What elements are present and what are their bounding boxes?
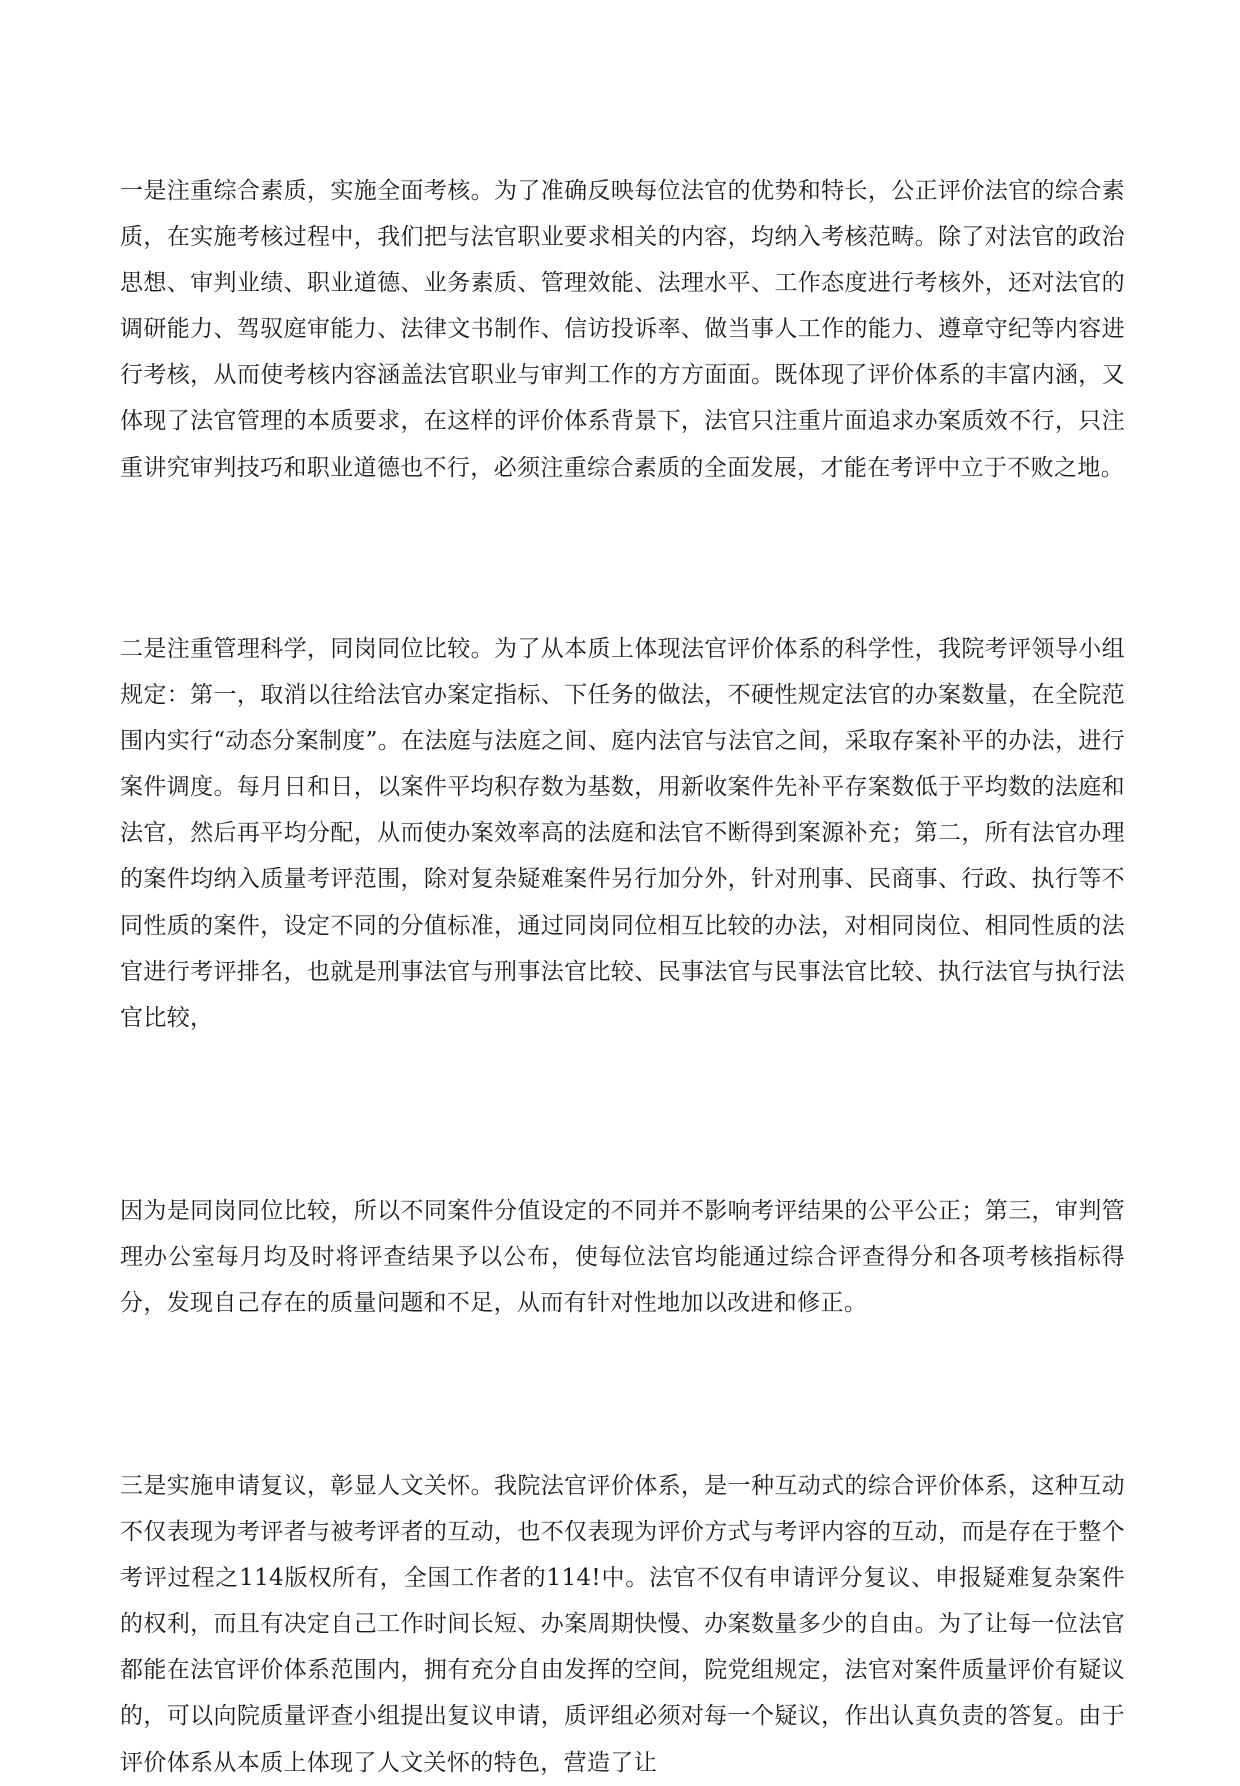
paragraph-scientific-management: 二是注重管理科学，同岗同位比较。为了从本质上体现法官评价体系的科学性，我院考评领导小组规定：第一，取消以往给法官办案定指标、下任务的做法，不硬性规定法官的办案数量，在全院范围内实行“动态分案制度”。在法庭与法庭之间、庭内法官与法官之间，采取存案补平的办法，进行案件调度。每月日和日，以案件平均积存数为基数，用新收案件先补平存案数低于平均数的法庭和法官，然后再平均分配，从而使办案效率高的法庭和法官不断得到案源补充；第二，所有法官办理的案件均纳入质量考评范围，除对复杂疑难案件另行加分外，针对刑事、民商事、行政、执行等不同性质的案件，设定不同的分值标准，通过同岗同位相互比较的办法，对相同岗位、相同性质的法官进行考评排名，也就是刑事法官与刑事法官比较、民事法官与民事法官比较、执行法官与执行法官比较，	[120, 636, 1125, 1031]
paragraph-fair-comparison: 因为是同岗同位比较，所以不同案件分值设定的不同并不影响考评结果的公平公正；第三，审判管理办公室每月均及时将评查结果予以公布，使每位法官均能通过综合评查得分和各项考核指标得分，发现自己存在的质量问题和不足，从而有针对性地加以改进和修正。	[120, 1198, 1125, 1317]
paragraph-review-application: 三是实施申请复议，彰显人文关怀。我院法官评价体系，是一种互动式的综合评价体系，这种互动不仅表现为考评者与被考评者的互动，也不仅表现为评价方式与考评内容的互动，而是存在于整个考评过程之114版权所有，全国工作者的114!中。法官不仅有申请评分复议、申报疑难复杂案件的权利，而且有决定自己工作时间长短、办案周期快慢、办案数量多少的自由。为了让每一位法官都能在法官评价体系范围内，拥有充分自由发挥的空间，院党组规定，法官对案件质量评价有疑议的，可以向院质量评查小组提出复议申请，质评组必须对每一个疑议，作出认真负责的答复。由于评价体系从本质上体现了人文关怀的特色，营造了让	[120, 1473, 1125, 1776]
paragraph-comprehensive-quality: 一是注重综合素质，实施全面考核。为了准确反映每位法官的优势和特长，公正评价法官的综合素质，在实施考核过程中，我们把与法官职业要求相关的内容，均纳入考核范畴。除了对法官的政治思想、审判业绩、职业道德、业务素质、管理效能、法理水平、工作态度进行考核外，还对法官的调研能力、驾驭庭审能力、法律文书制作、信访投诉率、做当事人工作的能力、遵章守纪等内容进行考核，从而使考核内容涵盖法官职业与审判工作的方方面面。既体现了评价体系的丰富内涵，又体现了法官管理的本质要求，在这样的评价体系背景下，法官只注重片面追求办案质效不行，只注重讲究审判技巧和职业道德也不行，必须注重综合素质的全面发展，才能在考评中立于不败之地。	[120, 178, 1125, 481]
